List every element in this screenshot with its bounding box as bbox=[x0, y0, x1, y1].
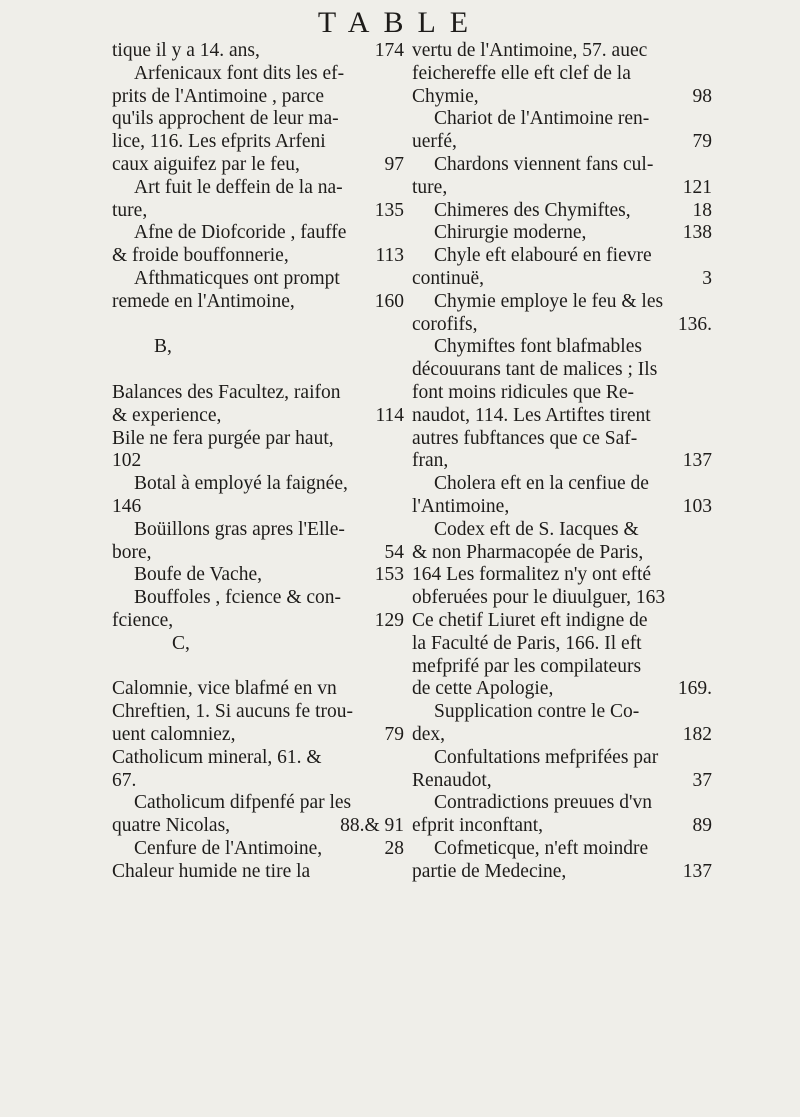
entry-text: la Faculté de Paris, 166. Il eft bbox=[412, 632, 642, 654]
entry-text: Arfenicaux font dits les ef- bbox=[134, 62, 345, 84]
index-entry-line bbox=[112, 222, 404, 245]
entry-text: Bile ne fera purgée par haut, bbox=[112, 427, 334, 449]
index-entry-line bbox=[412, 861, 712, 884]
entry-text: uent calomniez, bbox=[112, 723, 236, 745]
entry-text: efprit inconftant, bbox=[412, 815, 544, 837]
index-entry-line bbox=[412, 291, 712, 314]
page-number bbox=[398, 473, 404, 496]
page-number bbox=[398, 496, 404, 519]
page-header: TABLE bbox=[317, 6, 483, 39]
index-entry-line bbox=[112, 838, 404, 861]
page-number: 135 bbox=[374, 199, 404, 221]
page-number bbox=[398, 701, 404, 724]
index-entry-line bbox=[412, 656, 712, 679]
page-number bbox=[706, 610, 712, 633]
blank-line bbox=[112, 656, 404, 679]
section-letter bbox=[112, 336, 404, 359]
index-entry-line bbox=[112, 245, 404, 268]
page-number bbox=[706, 473, 712, 496]
page-number: 138 bbox=[682, 222, 712, 244]
entry-text: Contradictions preuues d'vn bbox=[434, 792, 652, 814]
index-entry-line bbox=[412, 222, 712, 245]
entry-text: Chymiftes font blafmables bbox=[434, 336, 642, 358]
entry-text: & experience, bbox=[112, 404, 222, 426]
page-number: 174 bbox=[374, 40, 404, 61]
page-number bbox=[706, 40, 712, 63]
entry-text: Confultations mefprifées par bbox=[434, 746, 659, 768]
page-number bbox=[398, 86, 404, 109]
index-entry-line bbox=[112, 268, 404, 291]
index-entry-line bbox=[412, 405, 712, 428]
entry-text: Calomnie, vice blafmé en vn bbox=[112, 678, 337, 700]
page-number: 153 bbox=[374, 564, 404, 586]
page-number bbox=[706, 63, 712, 86]
index-entry-line bbox=[412, 428, 712, 451]
entry-text: Chyle eft elabouré en fievre bbox=[434, 245, 652, 267]
entry-text: & non Pharmacopée de Paris, bbox=[412, 541, 644, 563]
page-number bbox=[706, 336, 712, 359]
index-entry-line bbox=[112, 770, 404, 793]
entry-text: font moins ridicules que Re- bbox=[412, 381, 635, 403]
index-entry-line bbox=[412, 473, 712, 496]
index-entry-line bbox=[412, 564, 712, 587]
entry-text: quatre Nicolas, bbox=[112, 815, 231, 837]
entry-text: mefprifé par les compilateurs bbox=[412, 655, 642, 677]
page-number bbox=[706, 587, 712, 610]
index-entry-line bbox=[412, 200, 712, 223]
index-entry-line bbox=[112, 519, 404, 542]
entry-text: lice, 116. Les efprits Arfeni bbox=[112, 131, 326, 153]
entry-text: 164 Les formalitez n'y ont efté bbox=[412, 564, 652, 586]
entry-text: de cette Apologie, bbox=[412, 678, 554, 700]
page-number: 54 bbox=[384, 541, 404, 563]
index-entry-line bbox=[412, 336, 712, 359]
page-number bbox=[398, 450, 404, 473]
entry-text: Supplication contre le Co- bbox=[434, 701, 640, 723]
page-number bbox=[706, 747, 712, 770]
index-entry-line bbox=[412, 245, 712, 268]
page-number: 37 bbox=[692, 769, 712, 791]
entry-text: Chardons viennent fans cul- bbox=[434, 153, 654, 175]
blank-line bbox=[112, 314, 404, 337]
index-entry-line bbox=[412, 633, 712, 656]
index-entry-line bbox=[112, 405, 404, 428]
entry-text: Chymie, bbox=[412, 85, 479, 107]
index-entry-line bbox=[412, 792, 712, 815]
index-entry-line bbox=[112, 40, 404, 63]
entry-text: Boüillons gras apres l'Elle- bbox=[134, 518, 345, 540]
index-entry-line bbox=[112, 382, 404, 405]
index-entry-line bbox=[412, 450, 712, 473]
entry-text: 146 bbox=[112, 495, 142, 517]
entry-text: Ce chetif Liuret eft indigne de bbox=[412, 609, 648, 631]
entry-text: & froide bouffonnerie, bbox=[112, 245, 289, 267]
entry-text: Art fuit le deffein de la na- bbox=[134, 176, 343, 198]
page-number bbox=[706, 154, 712, 177]
page-number bbox=[398, 861, 404, 884]
index-entry-line bbox=[112, 86, 404, 109]
page-number bbox=[706, 382, 712, 405]
page-number: 114 bbox=[375, 404, 404, 426]
entry-text: Chreftien, 1. Si aucuns fe trou- bbox=[112, 701, 353, 723]
page-number: 137 bbox=[682, 860, 712, 882]
page-number bbox=[398, 382, 404, 405]
page-number bbox=[706, 428, 712, 451]
page-number bbox=[706, 291, 712, 314]
page-number: 88.& 91 bbox=[340, 815, 404, 837]
page-number bbox=[706, 405, 712, 428]
index-entry-line bbox=[112, 63, 404, 86]
index-entry-line bbox=[412, 359, 712, 382]
page-number: 28 bbox=[384, 837, 404, 859]
page-number bbox=[398, 222, 404, 245]
index-entry-line bbox=[112, 587, 404, 610]
entry-text: Codex eft de S. Iacques & bbox=[434, 518, 639, 540]
page-number: 169. bbox=[677, 678, 712, 700]
page-number bbox=[398, 177, 404, 200]
index-entry-line bbox=[112, 861, 404, 884]
index-entry-line bbox=[412, 770, 712, 793]
page-number: 113 bbox=[375, 245, 404, 267]
entry-text: Bouffoles , fcience & con- bbox=[134, 587, 342, 609]
entry-text: remede en l'Antimoine, bbox=[112, 290, 295, 312]
index-entry-line bbox=[112, 542, 404, 565]
page-number: 103 bbox=[682, 495, 712, 517]
page-number bbox=[706, 701, 712, 724]
page-number: 3 bbox=[702, 267, 712, 289]
index-entry-line bbox=[412, 701, 712, 724]
blank-line bbox=[112, 359, 404, 382]
index-entry-line bbox=[112, 108, 404, 131]
index-entry-line bbox=[112, 131, 404, 154]
index-entry-line bbox=[412, 542, 712, 565]
entry-text: bore, bbox=[112, 541, 152, 563]
page-number: 136. bbox=[677, 313, 712, 335]
index-entry-line bbox=[112, 200, 404, 223]
index-entry-line bbox=[412, 131, 712, 154]
entry-text: fcience, bbox=[112, 609, 174, 631]
section-letter bbox=[112, 633, 404, 656]
page-number bbox=[706, 519, 712, 542]
entry-text: Chaleur humide ne tire la bbox=[112, 860, 311, 882]
page-number bbox=[398, 131, 404, 154]
index-entry-line bbox=[112, 496, 404, 519]
page-number bbox=[706, 359, 712, 382]
page-number bbox=[398, 792, 404, 815]
entry-text: partie de Medecine, bbox=[412, 860, 567, 882]
entry-text: uerfé, bbox=[412, 131, 457, 153]
page-number bbox=[706, 792, 712, 815]
entry-text: Catholicum difpenfé par les bbox=[134, 792, 352, 814]
page-number bbox=[706, 108, 712, 131]
index-entry-line bbox=[112, 701, 404, 724]
entry-text: Chimeres des Chymiftes, bbox=[434, 199, 631, 221]
entry-text: C, bbox=[172, 632, 190, 654]
page-number: 137 bbox=[682, 450, 712, 472]
entry-text: corofifs, bbox=[412, 313, 478, 335]
index-entry-line bbox=[412, 108, 712, 131]
index-entry-line bbox=[112, 177, 404, 200]
page-number bbox=[706, 633, 712, 656]
entry-text: Chymie employe le feu & les bbox=[434, 290, 664, 312]
page-number bbox=[706, 542, 712, 565]
entry-text: Balances des Facultez, raifon bbox=[112, 381, 341, 403]
index-entry-line bbox=[412, 86, 712, 109]
index-entry-line bbox=[412, 496, 712, 519]
index-entry-line bbox=[412, 177, 712, 200]
index-entry-line bbox=[412, 268, 712, 291]
page-number bbox=[398, 108, 404, 131]
index-entry-line bbox=[112, 724, 404, 747]
page-number bbox=[398, 428, 404, 451]
left-column bbox=[112, 40, 404, 883]
index-entry-line bbox=[412, 63, 712, 86]
index-entry-line bbox=[112, 815, 404, 838]
entry-text: Afne de Diofcoride , fauffe bbox=[134, 222, 347, 244]
entry-text: obferuées pour le diuulguer, 163 bbox=[412, 587, 666, 609]
index-entry-line bbox=[112, 610, 404, 633]
entry-text: autres fubftances que ce Saf- bbox=[412, 427, 638, 449]
page-number: 89 bbox=[692, 815, 712, 837]
entry-text: fran, bbox=[412, 450, 449, 472]
index-entry-line bbox=[412, 154, 712, 177]
page-number bbox=[398, 770, 404, 793]
page-number bbox=[706, 245, 712, 268]
entry-text: tique il y a 14. ans, bbox=[112, 40, 260, 61]
page-number bbox=[398, 747, 404, 770]
entry-text: 102 bbox=[112, 450, 142, 472]
entry-text: qu'ils approchent de leur ma- bbox=[112, 108, 339, 130]
entry-text: Chariot de l'Antimoine ren- bbox=[434, 108, 650, 130]
page-number: 121 bbox=[682, 176, 712, 198]
page-number bbox=[398, 268, 404, 291]
entry-text: Afthmaticques ont prompt bbox=[134, 267, 340, 289]
index-entry-line bbox=[112, 450, 404, 473]
index-entry-line bbox=[112, 291, 404, 314]
entry-text: Catholicum mineral, 61. & bbox=[112, 746, 322, 768]
page-number: 129 bbox=[374, 609, 404, 631]
page-number: 18 bbox=[692, 199, 712, 221]
entry-text: caux aiguifez par le feu, bbox=[112, 153, 300, 175]
page-number: 79 bbox=[692, 131, 712, 153]
page-number bbox=[398, 587, 404, 610]
index-entry-line bbox=[112, 564, 404, 587]
index-entry-line bbox=[112, 473, 404, 496]
right-column bbox=[412, 40, 712, 883]
entry-text: Cenfure de l'Antimoine, bbox=[134, 837, 323, 859]
index-entry-line bbox=[412, 519, 712, 542]
entry-text: dex, bbox=[412, 723, 446, 745]
page-number: 160 bbox=[374, 290, 404, 312]
page-number bbox=[398, 519, 404, 542]
index-entry-line bbox=[112, 678, 404, 701]
page-number: 182 bbox=[682, 723, 712, 745]
index-entry-line bbox=[412, 815, 712, 838]
index-entry-line bbox=[412, 587, 712, 610]
index-entry-line bbox=[112, 747, 404, 770]
entry-text: Cholera eft en la cenfiue de bbox=[434, 473, 649, 495]
index-entry-line bbox=[412, 838, 712, 861]
entry-text: Boufe de Vache, bbox=[134, 564, 262, 586]
entry-text: prits de l'Antimoine , parce bbox=[112, 85, 324, 107]
index-entry-line bbox=[412, 724, 712, 747]
page-number bbox=[706, 838, 712, 861]
entry-text: découurans tant de malices ; Ils bbox=[412, 359, 658, 381]
page-number bbox=[398, 678, 404, 701]
entry-text: 67. bbox=[112, 769, 137, 791]
index-entry-line bbox=[412, 678, 712, 701]
entry-text: ture, bbox=[412, 176, 448, 198]
index-entry-line bbox=[412, 382, 712, 405]
entry-text: l'Antimoine, bbox=[412, 495, 510, 517]
entry-text: continuë, bbox=[412, 267, 485, 289]
entry-text: ture, bbox=[112, 199, 148, 221]
entry-text: Renaudot, bbox=[412, 769, 492, 791]
page-number bbox=[706, 656, 712, 679]
page-number: 79 bbox=[384, 723, 404, 745]
index-entry-line bbox=[412, 314, 712, 337]
entry-text: naudot, 114. Les Artiftes tirent bbox=[412, 404, 651, 426]
index-entry-line bbox=[412, 40, 712, 63]
page-number bbox=[398, 63, 404, 86]
index-entry-line bbox=[412, 747, 712, 770]
page-number: 97 bbox=[384, 153, 404, 175]
entry-text: vertu de l'Antimoine, 57. auec bbox=[412, 40, 648, 61]
entry-text: Botal à employé la faignée, bbox=[134, 473, 348, 495]
entry-text: feichereffe elle eft clef de la bbox=[412, 62, 631, 84]
index-entry-line bbox=[112, 428, 404, 451]
page-number bbox=[706, 564, 712, 587]
entry-text: Chirurgie moderne, bbox=[434, 222, 587, 244]
entry-text: Cofmeticque, n'eft moindre bbox=[434, 837, 649, 859]
index-entry-line bbox=[112, 154, 404, 177]
entry-text: B, bbox=[154, 336, 172, 358]
index-entry-line bbox=[112, 792, 404, 815]
index-entry-line bbox=[412, 610, 712, 633]
page-number: 98 bbox=[692, 85, 712, 107]
